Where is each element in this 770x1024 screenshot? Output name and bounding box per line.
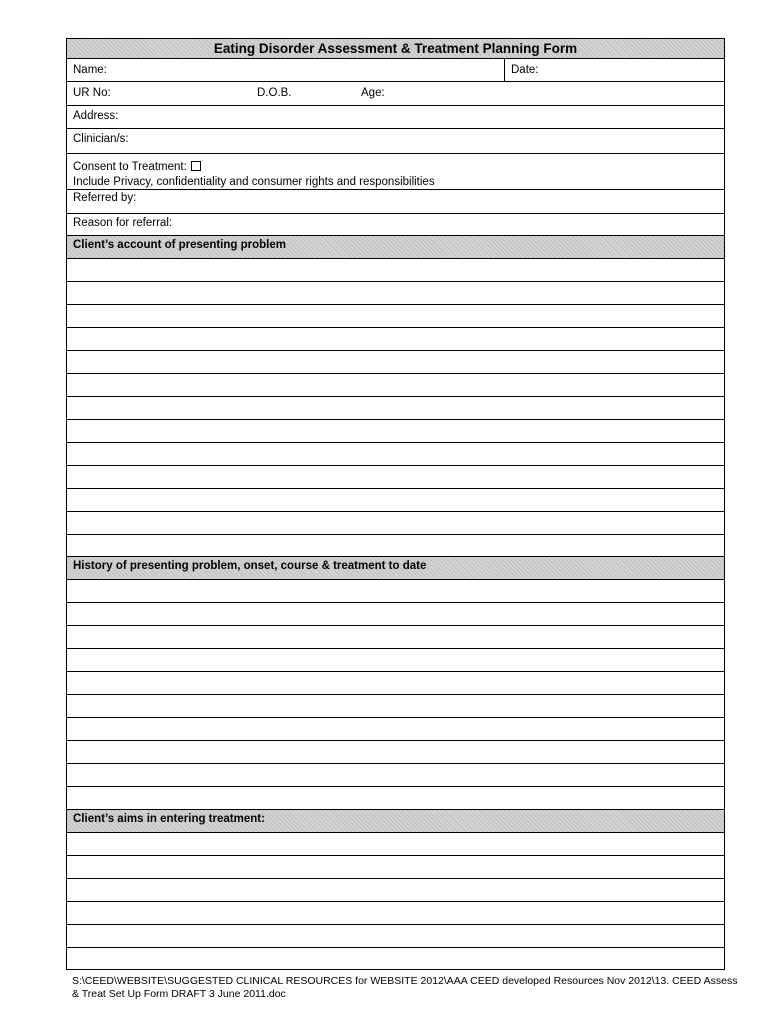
- account-line[interactable]: [67, 328, 724, 351]
- aims-line[interactable]: [67, 948, 724, 970]
- clinicians-row[interactable]: [67, 129, 724, 154]
- history-line[interactable]: [67, 695, 724, 718]
- reason-row[interactable]: [67, 214, 724, 236]
- footer-file-path: S:\CEED\WEBSITE\SUGGESTED CLINICAL RESOURCES for WEBSITE 2012\AAA CEED developed Resources Nov 2012\13. CEED Assess & Treat Set Up Form DRAFT 3 June 2011.doc: [72, 975, 738, 1000]
- dob-label: D.O.B.: [257, 87, 292, 99]
- aims-line[interactable]: [67, 833, 724, 856]
- account-line[interactable]: [67, 282, 724, 305]
- consent-row: [67, 154, 724, 190]
- age-label: Age:: [361, 87, 385, 99]
- account-line[interactable]: [67, 466, 724, 489]
- section-aims-header: Client’s aims in entering treatment:: [67, 810, 724, 833]
- account-line[interactable]: [67, 259, 724, 282]
- account-line[interactable]: [67, 351, 724, 374]
- history-line[interactable]: [67, 626, 724, 649]
- name-row[interactable]: [67, 59, 724, 82]
- reason-label: Reason for referral:: [73, 217, 173, 229]
- consent-line: [73, 161, 201, 174]
- consent-label: Consent to Treatment:: [73, 161, 187, 173]
- clinicians-label: Clinician/s:: [73, 133, 129, 145]
- aims-line[interactable]: [67, 902, 724, 925]
- account-line[interactable]: [67, 489, 724, 512]
- consent-note: Include Privacy, confidentiality and consumer rights and responsibilities: [73, 176, 435, 188]
- referred-by-row[interactable]: [67, 190, 724, 214]
- history-line[interactable]: [67, 787, 724, 810]
- account-line[interactable]: [67, 443, 724, 466]
- history-line[interactable]: [67, 580, 724, 603]
- aims-line[interactable]: [67, 879, 724, 902]
- ur-no-label: UR No:: [73, 87, 111, 99]
- name-date-divider: [504, 59, 505, 81]
- date-label: Date:: [511, 64, 539, 76]
- account-line[interactable]: [67, 397, 724, 420]
- aims-line[interactable]: [67, 925, 724, 948]
- section-history-header: History of presenting problem, onset, course & treatment to date: [67, 557, 724, 580]
- name-label: Name:: [73, 64, 107, 76]
- consent-checkbox[interactable]: [191, 161, 201, 171]
- history-line[interactable]: [67, 741, 724, 764]
- history-line[interactable]: [67, 764, 724, 787]
- assessment-form: [66, 38, 725, 970]
- account-line[interactable]: [67, 512, 724, 535]
- form-title: Eating Disorder Assessment & Treatment Planning Form: [67, 39, 724, 59]
- history-line[interactable]: [67, 649, 724, 672]
- account-line[interactable]: [67, 420, 724, 443]
- account-line[interactable]: [67, 305, 724, 328]
- history-line[interactable]: [67, 603, 724, 626]
- address-label: Address:: [73, 110, 119, 122]
- account-line[interactable]: [67, 374, 724, 397]
- aims-line[interactable]: [67, 856, 724, 879]
- section-account-header: Client’s account of presenting problem: [67, 236, 724, 259]
- history-line[interactable]: [67, 718, 724, 741]
- ur-row[interactable]: [67, 82, 724, 106]
- history-line[interactable]: [67, 672, 724, 695]
- account-line[interactable]: [67, 535, 724, 557]
- referred-by-label: Referred by:: [73, 192, 137, 204]
- address-row[interactable]: [67, 106, 724, 129]
